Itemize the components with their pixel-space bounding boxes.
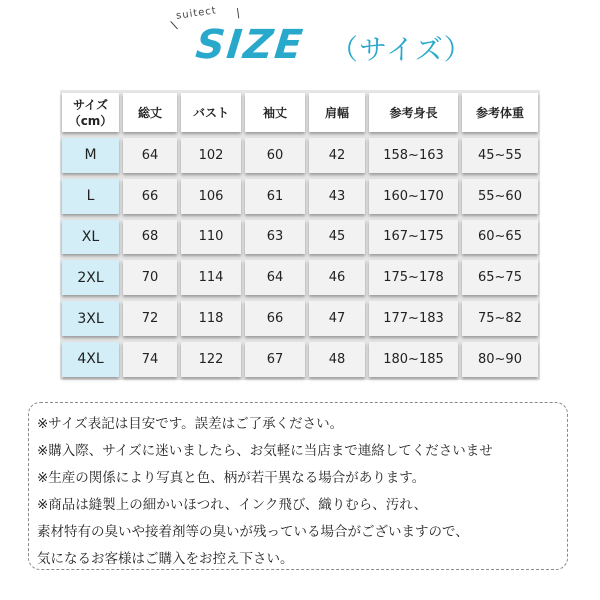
table-cell: 106 <box>181 179 241 214</box>
table-cell: 63 <box>245 220 305 255</box>
table-cell: 64 <box>245 260 305 295</box>
table-cell: 75~82 <box>462 301 538 336</box>
size-title-kana: （サイズ） <box>330 33 473 66</box>
note-line: 気になるお客様はご購入をお控え下さい。 <box>37 551 294 567</box>
table-cell: 47 <box>309 301 365 336</box>
table-cell: 60 <box>245 138 305 173</box>
row-size-label: 2XL <box>62 260 119 295</box>
corner-header <box>62 93 119 132</box>
brand-slash-right: / <box>233 5 243 21</box>
table-cell: 66 <box>123 179 177 214</box>
table-cell: 74 <box>123 342 177 377</box>
column-header: 肩幅 <box>309 93 365 132</box>
column-header: 参考体重 <box>462 93 538 132</box>
table-cell: 65~75 <box>462 260 538 295</box>
header <box>0 0 600 80</box>
row-size-label: L <box>62 179 119 214</box>
table-cell: 60~65 <box>462 220 538 255</box>
table-cell: 167~175 <box>369 220 458 255</box>
table-cell: 102 <box>181 138 241 173</box>
table-cell: 55~60 <box>462 179 538 214</box>
table-cell: 180~185 <box>369 342 458 377</box>
table-cell: 122 <box>181 342 241 377</box>
table-cell: 110 <box>181 220 241 255</box>
table-cell: 72 <box>123 301 177 336</box>
column-header: 袖丈 <box>245 93 305 132</box>
note-line: ※サイズ表記は目安です。誤差はご了承ください。 <box>37 416 344 432</box>
table-cell: 45~55 <box>462 138 538 173</box>
table-cell: 42 <box>309 138 365 173</box>
table-cell: 64 <box>123 138 177 173</box>
row-size-label: XL <box>62 220 119 255</box>
brand-slash-left: \ <box>169 17 179 33</box>
table-cell: 67 <box>245 342 305 377</box>
table-cell: 177~183 <box>369 301 458 336</box>
size-table-grid <box>60 90 540 380</box>
table-cell: 160~170 <box>369 179 458 214</box>
table-cell: 80~90 <box>462 342 538 377</box>
table-cell: 66 <box>245 301 305 336</box>
note-line: 素材特有の臭いや接着剤等の臭いが残っている場合がございますので、 <box>37 524 469 540</box>
row-size-label: 3XL <box>62 301 119 336</box>
table-cell: 45 <box>309 220 365 255</box>
size-title: SIZE <box>193 22 307 68</box>
table-cell: 158~163 <box>369 138 458 173</box>
corner-label-size: サイズ <box>72 97 109 112</box>
table-cell: 48 <box>309 342 365 377</box>
table-cell: 46 <box>309 260 365 295</box>
table-cell: 175~178 <box>369 260 458 295</box>
note-line: ※生産の関係により写真と色、柄が若干異なる場合があります。 <box>37 470 426 486</box>
notes-box <box>28 402 568 570</box>
table-cell: 118 <box>181 301 241 336</box>
note-line: ※購入際、サイズに迷いましたら、お気軽に当店まで連絡してくださいませ <box>37 443 493 459</box>
row-size-label: M <box>62 138 119 173</box>
size-table <box>60 90 540 380</box>
corner-label-unit: （cm） <box>68 113 113 128</box>
table-cell: 68 <box>123 220 177 255</box>
column-header: バスト <box>181 93 241 132</box>
table-cell: 114 <box>181 260 241 295</box>
column-header: 参考身長 <box>369 93 458 132</box>
column-header: 総丈 <box>123 93 177 132</box>
table-cell: 70 <box>123 260 177 295</box>
row-size-label: 4XL <box>62 342 119 377</box>
table-cell: 43 <box>309 179 365 214</box>
brand-name: suitect <box>175 5 218 22</box>
table-cell: 61 <box>245 179 305 214</box>
note-line: ※商品は縫製上の細かいほつれ、インク飛び、織りむら、汚れ、 <box>37 497 428 513</box>
